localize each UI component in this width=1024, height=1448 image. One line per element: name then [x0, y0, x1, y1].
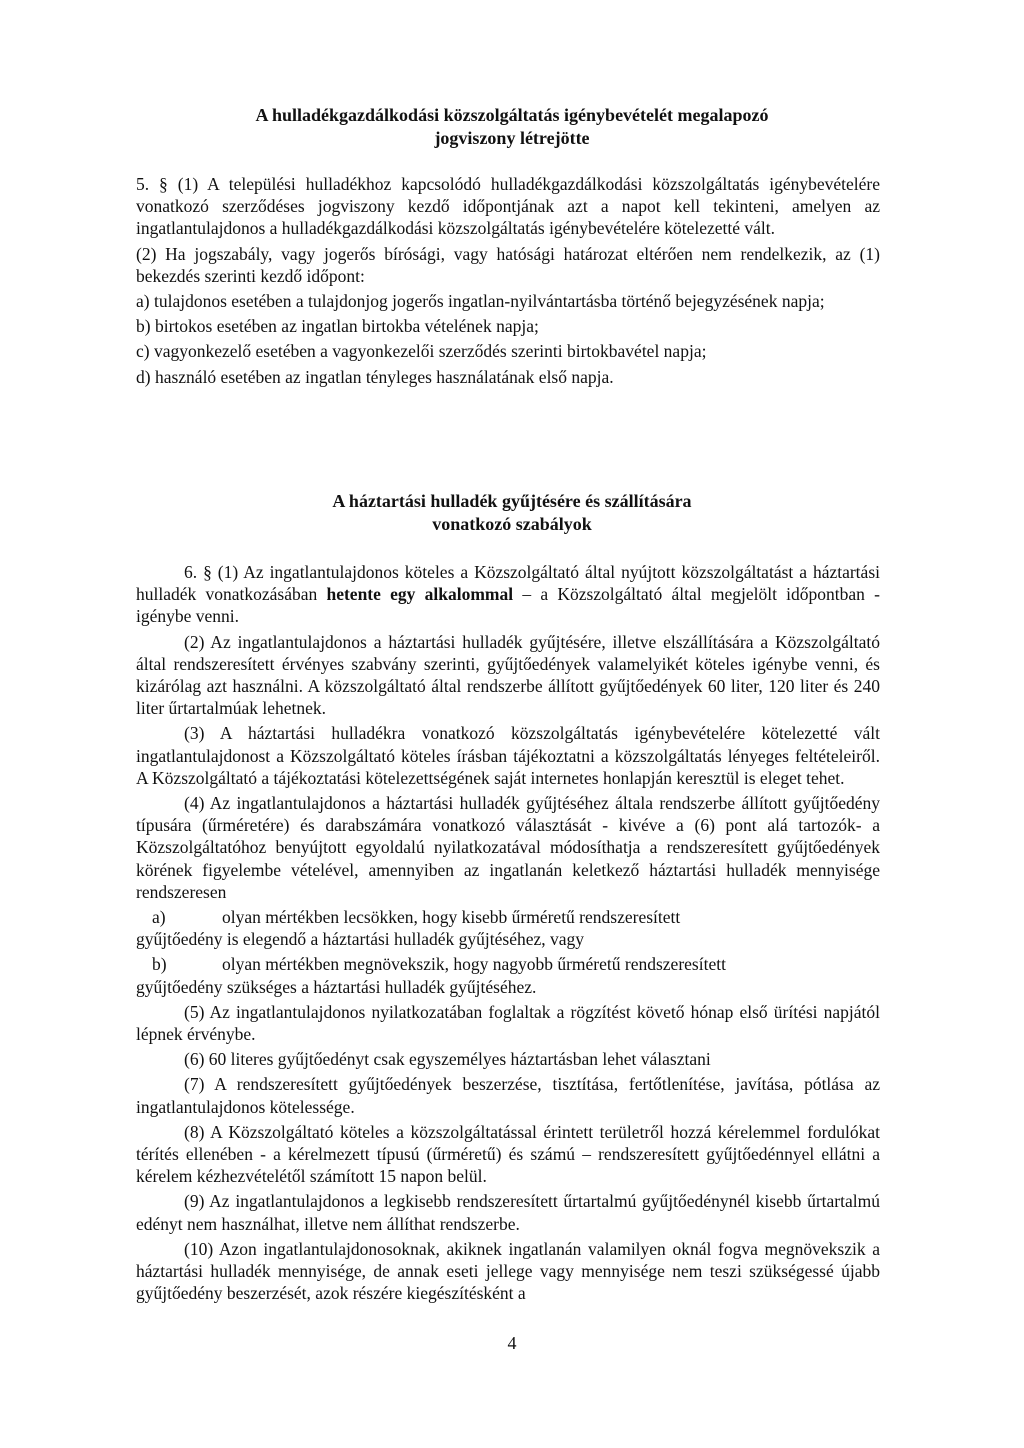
list-item: c) vagyonkezelő esetében a vagyonkezelői szerződés szerinti birtokbavétel napja; [136, 341, 707, 362]
paragraph-6-7: (7) A rendszeresített gyűjtőedények beszerzése, tisztítása, fertőtlenítése, javítása, pótlása az ingatlantulajdonos kötelessége. [136, 1074, 880, 1117]
section-title-line: jogviszony létrejötte [434, 128, 590, 148]
paragraph-6-8: (8) A Közszolgáltató köteles a közszolgáltatással érintett területről hozzá kérelemmel fordulókat térítés ellenében - a kérelmezett típusú (űrméretű) és számú – rendszeresített gyűjtőedénnyel ellátni a kérelem kézhezvételétől számított 15 napon belül. [136, 1121, 880, 1187]
paragraph-6-5: (5) Az ingatlantulajdonos nyilatkozatában foglaltak a rögzítést követő hónap első ürítési napjától lépnek érvénybe. [136, 1001, 880, 1045]
paragraph-text: 6. § (1) Az ingatlantulajdonos köteles a Közszolgáltató által nyújtott közszolgáltatást a háztartási hulladék vonatkozásában [136, 562, 880, 605]
paragraph-text: – a Közszolgáltató által megjelölt időpontban - igénybe venni. [136, 584, 880, 627]
section-title-legal-relationship [0, 104, 1024, 150]
section-body-5 [136, 173, 880, 388]
sub-item-letter: a) [152, 907, 166, 928]
list-item: b) birtokos esetében az ingatlan birtokba vételének napja; [136, 316, 539, 337]
paragraph-6-6: (6) 60 literes gyűjtőedényt csak egyszemélyes háztartásban lehet választani [184, 1049, 711, 1070]
section-title-line: vonatkozó szabályok [432, 514, 592, 534]
section-body-6 [136, 561, 880, 1305]
section-title-collection-rules [0, 490, 1024, 536]
section-title-line: A hulladékgazdálkodási közszolgáltatás igénybevételét megalapozó [255, 105, 769, 125]
paragraph-6-1 [136, 561, 880, 628]
paragraph-6-2: (2) Az ingatlantulajdonos a háztartási hulladék gyűjtésére, illetve elszállítására a Közszolgáltató által rendszeresített érvényes szabvány szerinti, gyűjtőedények valamelyikét köteles igénybe venni, és kizárólag azt használni. A közszolgáltató által rendszerbe állított gyűjtőedények 60 liter, 120 liter és 240 liter űrtartalmúak lehetnek. [136, 631, 880, 719]
paragraph-text: olyan mértékben lecsökken, hogy kisebb űrméretű rendszeresített [222, 907, 681, 928]
list-item: a) tulajdonos esetében a tulajdonjog jogerős ingatlan-nyilvántartásba történő bejegyzésének napja; [136, 291, 825, 312]
paragraph-6-4: (4) Az ingatlantulajdonos a háztartási hulladék gyűjtéséhez általa rendszerbe állított gyűjtőedény típusára (űrméretére) és darabszámára vonatkozó választását - kivéve a (6) pont alá tartozók- a Közszolgáltatóhoz benyújtott egyoldalú nyilatkozatával módosíthatja a rendszeresített gyűjtőedények körének figyelembe vételével, amennyiben az ingatlanán keletkező háztartási hulladék mennyisége rendszeresen [136, 793, 880, 902]
paragraph-6-4-a-cont: gyűjtőedény is elegendő a háztartási hulladék gyűjtéséhez, vagy [136, 929, 585, 950]
paragraph-5-2: (2) Ha jogszabály, vagy jogerős bírósági, vagy hatósági határozat eltérően nem rendelkezik, az (1) bekezdés szerinti kezdő időpont: [136, 243, 880, 286]
list-item: d) használó esetében az ingatlan tényleges használatának első napja. [136, 366, 614, 387]
paragraph-6-4-a [136, 906, 880, 928]
paragraph-6-4-b-cont: gyűjtőedény szükséges a háztartási hulladék gyűjtéséhez. [136, 976, 537, 997]
paragraph-6-9: (9) Az ingatlantulajdonos a legkisebb rendszeresített űrtartalmú gyűjtőedénynél kisebb űrtartalmú edényt nem használhat, illetve nem állíthat rendszerbe. [136, 1191, 880, 1234]
emphasis-frequency: hetente egy alkalommal [326, 584, 514, 605]
paragraph-6-4-b [136, 953, 880, 975]
page-number: 4 [507, 1333, 517, 1353]
paragraph-5-1: 5. § (1) A települési hulladékhoz kapcsolódó hulladékgazdálkodási közszolgáltatás igénybevételére vonatkozó szerződéses jogviszony kezdő időpontjának azt a napot kell tekinteni, amelyen az ingatlantulajdonos a hulladékgazdálkodási közszolgáltatás igénybevételére kötelezetté vált. [136, 174, 880, 239]
sub-item-letter: b) [152, 954, 167, 975]
section-title-line: A háztartási hulladék gyűjtésére és szállítására [332, 491, 692, 511]
paragraph-6-3: (3) A háztartási hulladékra vonatkozó közszolgáltatás igénybevételére kötelezetté vált ingatlantulajdonost a Közszolgáltató köteles írásban tájékoztatni a közszolgáltatás lényeges feltételeiről. A Közszolgáltató a tájékoztatási kötelezettségének saját internetes honlapján keresztül is eleget tehet. [136, 723, 880, 788]
paragraph-text: olyan mértékben megnövekszik, hogy nagyobb űrméretű rendszeresített [222, 954, 726, 975]
paragraph-6-10: (10) Azon ingatlantulajdonosoknak, akiknek ingatlanán valamilyen oknál fogva megnövekszik a háztartási hulladék mennyisége, de annak eseti jellege vagy mennyisége nem teszi szükségessé újabb gyűjtőedény beszerzését, azok részére kiegészítésként a [136, 1238, 880, 1304]
